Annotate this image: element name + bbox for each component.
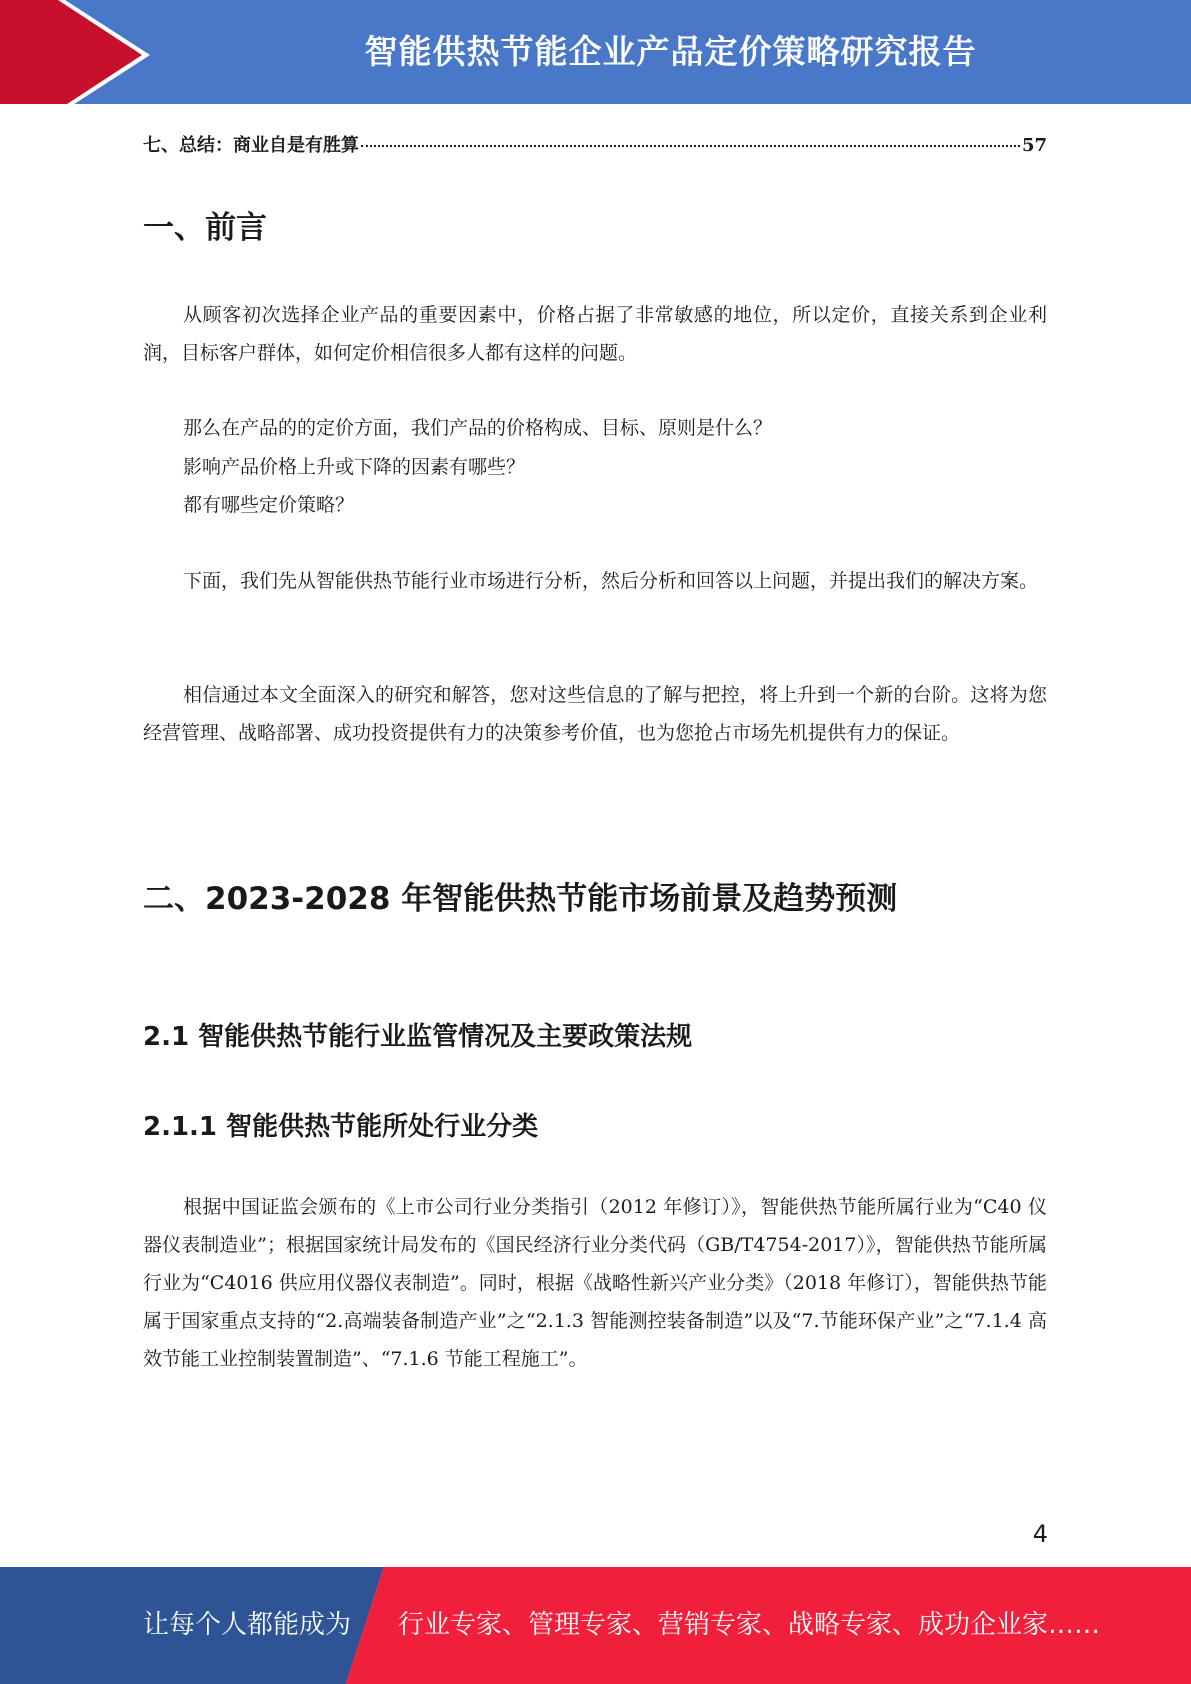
question-line-2: 影响产品价格上升或下降的因素有哪些？ [183,456,526,478]
toc-entry[interactable] [143,131,1047,157]
page-number: 4 [1032,1520,1048,1548]
footer-slogan-left: 让每个人都能成为 [143,1610,352,1640]
toc-leader-dots [361,145,1020,147]
footer-slogan-right: 行业专家、管理专家、营销专家、战略专家、成功企业家…… [398,1610,1101,1640]
page-header [0,0,1191,110]
classification-paragraph: 根据中国证监会颁布的《上市公司行业分类指引（2012 年修订）》，智能供热节能所属行业为“C40 仪器仪表制造业”；根据国家统计局发布的《国民经济行业分类代码（GB/T4754-2017）》，智能供热节能所属行业为“C4016 供应用仪器仪表制造”。同时，根据《战略性新兴产业分类》（2018 年修订），智能供热节能属于国家重点支持的“2.高端装备制造产业”之“2.1.3 智能测控装备制造”以及“7.节能环保产业”之“7.1.4 高效节能工业控制装置制造”、“7.1.6 节能工程施工”。 [143,1196,1047,1370]
preface-paragraph-3: 相信通过本文全面深入的研究和解答，您对这些信息的了解与把控，将上升到一个新的台阶。这将为您经营管理、战略部署、成功投资提供有力的决策参考价值，也为您抢占市场先机提供有力的保证。 [143,684,1047,744]
subsection-heading-2-1-1: 2.1.1 智能供热节能所处行业分类 [143,1112,539,1142]
toc-entry-label: 七、总结：商业自是有胜算 [143,135,359,156]
toc-entry-page: 57 [1021,135,1047,156]
subsection-heading-2-1: 2.1 智能供热节能行业监管情况及主要政策法规 [143,1022,693,1052]
preface-paragraph-2: 下面，我们先从智能供热节能行业市场进行分析，然后分析和回答以上问题，并提出我们的解决方案。 [183,570,1039,592]
section-heading-preface: 一、前言 [143,210,267,246]
preface-paragraph-1: 从顾客初次选择企业产品的重要因素中，价格占据了非常敏感的地位，所以定价，直接关系到企业利润，目标客户群体，如何定价相信很多人都有这样的问题。 [143,304,1047,364]
page-footer [0,1567,1191,1684]
report-title: 智能供热节能企业产品定价策略研究报告 [364,32,977,71]
section-heading-market-outlook: 二、2023-2028 年智能供热节能市场前景及趋势预测 [143,881,898,917]
question-line-3: 都有哪些定价策略？ [183,494,355,516]
question-line-1: 那么在产品的的定价方面，我们产品的价格构成、目标、原则是什么？ [183,417,773,439]
